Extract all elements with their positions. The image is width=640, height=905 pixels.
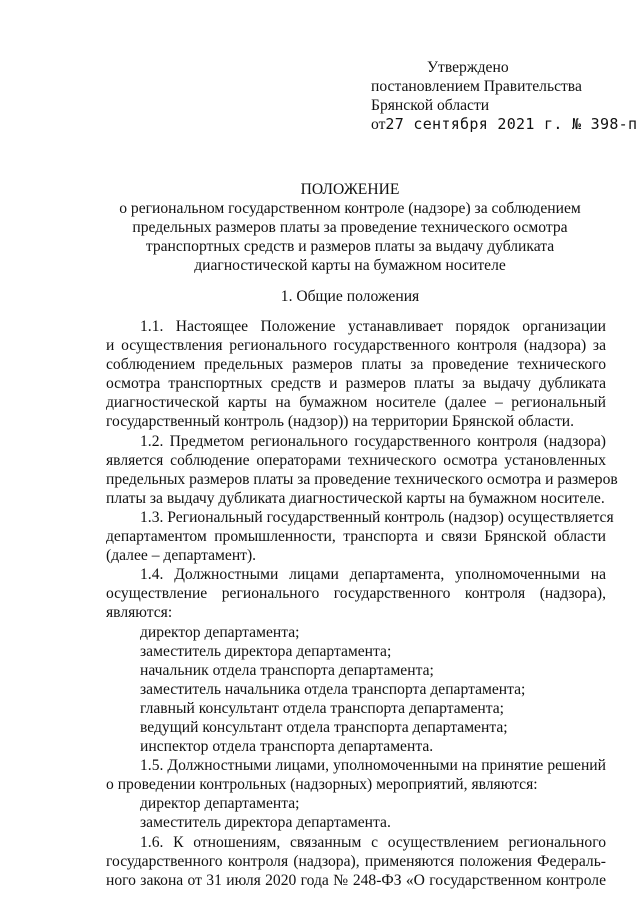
body-line: ного закона от 31 июля 2020 года № 248-ФЗ «О государственном контроле <box>106 871 606 889</box>
body-list-item: заместитель директора департамента. <box>140 814 391 832</box>
body-line: 1.4. Должностными лицами департамента, уполномоченными на <box>140 566 606 584</box>
body-line: платы за выдачу дубликата диагностической карты на бумажном носителе. <box>106 489 605 507</box>
body-line: о проведении контрольных (надзорных) мероприятий, являются: <box>106 776 538 794</box>
title-line: предельных размеров платы за проведение технического осмотра <box>132 219 568 236</box>
approval-date-line <box>371 115 638 134</box>
body-line: являются: <box>106 604 173 622</box>
body-list-item: заместитель начальника отдела транспорта департамента; <box>140 680 526 698</box>
title-line: транспортных средств и размеров платы за выдачу дубликата <box>145 238 555 255</box>
approval-block <box>371 58 638 134</box>
approval-date-stamp: 27 сентября 2021 г. № 398-п <box>385 115 638 133</box>
body-line: 1.5. Должностными лицами, уполномоченными на принятие решений <box>140 757 606 775</box>
body-line: осуществление регионального государственного контроля (надзора), <box>106 585 606 603</box>
body-line: предельных размеров платы за проведение технического осмотра и размеров <box>106 470 618 488</box>
approval-label: Утверждено <box>427 59 509 76</box>
body-list-item: инспектор отдела транспорта департамента. <box>140 738 434 756</box>
body-line: 1.3. Региональный государственный контроль (надзор) осуществляется <box>140 508 614 526</box>
title-line: о региональном государственном контроле (надзоре) за соблюдением <box>119 200 581 217</box>
body-list-item: директор департамента; <box>140 795 300 813</box>
document-body <box>106 317 618 890</box>
body-list-item: заместитель директора департамента; <box>140 642 392 660</box>
body-list-item: ведущий консультант отдела транспорта департамента; <box>140 718 508 736</box>
body-line: государственный контроль (надзор)) на территории Брянской области. <box>106 413 575 431</box>
title-heading: ПОЛОЖЕНИЕ <box>300 181 400 198</box>
body-line: 1.2. Предметом регионального государственного контроля (надзора) <box>140 432 606 450</box>
body-list-item: директор департамента; <box>140 623 300 641</box>
body-list-item: главный консультант отдела транспорта департамента; <box>140 699 505 717</box>
title-line: диагностической карты на бумажном носителе <box>194 257 506 274</box>
approval-date-prefix: от <box>371 116 386 133</box>
body-line: (далее – департамент). <box>106 547 257 565</box>
body-line: 1.6. К отношениям, связанным с осуществлением регионального <box>140 833 606 851</box>
approval-decree: постановлением Правительства <box>371 78 582 95</box>
approval-region: Брянской области <box>371 97 490 114</box>
body-line: является соблюдение операторами технического осмотра установленных <box>106 451 606 469</box>
body-line: департаментом промышленности, транспорта и связи Брянской области <box>106 528 606 546</box>
document-title <box>90 180 610 275</box>
section-heading: 1. Общие положения <box>280 288 420 305</box>
body-line: и осуществления регионального государственного контроля (надзора) за <box>106 337 606 355</box>
body-list-item: начальник отдела транспорта департамента; <box>140 661 434 679</box>
body-line: осмотра транспортных средств и размеров платы за выдачу дубликата <box>106 375 606 393</box>
body-line: государственного контроля (надзора), применяются положения Федераль- <box>106 852 606 870</box>
body-line: соблюдением предельных размеров платы за проведение технического <box>106 356 606 374</box>
body-line: диагностической карты на бумажном носителе (далее – региональный <box>106 394 606 412</box>
body-line: 1.1. Настоящее Положение устанавливает порядок организации <box>140 318 606 335</box>
